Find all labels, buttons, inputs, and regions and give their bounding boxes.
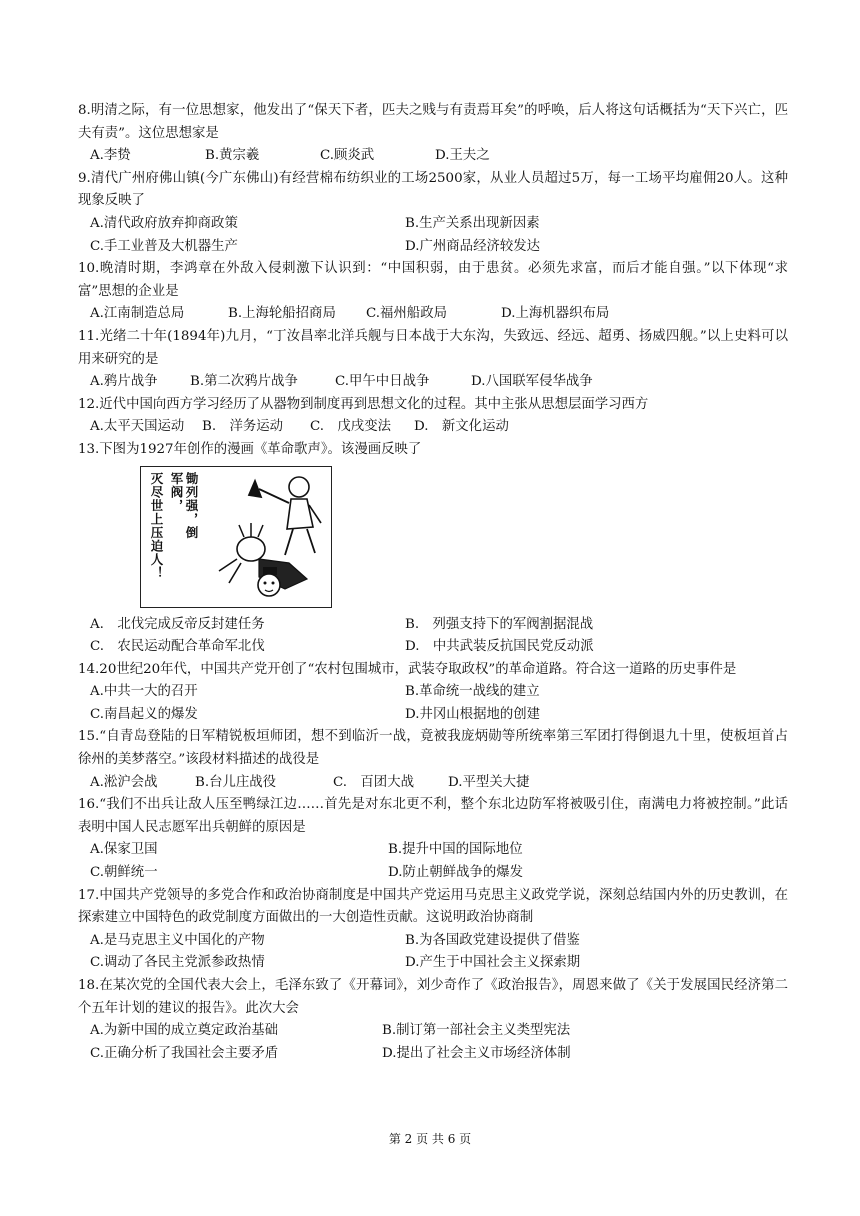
option-d: D.平型关大捷 bbox=[448, 774, 530, 790]
options-row bbox=[78, 145, 788, 168]
question-16 bbox=[78, 794, 788, 884]
question-17 bbox=[78, 885, 788, 975]
option-c: C.调动了各民主党派参政热情 bbox=[90, 955, 265, 971]
options-row bbox=[78, 213, 788, 236]
question-12 bbox=[78, 394, 788, 439]
option-a: A.李贽 bbox=[90, 148, 131, 164]
option-c: C.手工业普及大机器生产 bbox=[90, 238, 238, 254]
options-row bbox=[78, 416, 788, 439]
option-c: C. 农民运动配合革命军北伐 bbox=[90, 639, 265, 655]
options-row bbox=[78, 681, 788, 704]
option-b: B.台儿庄战役 bbox=[195, 774, 277, 790]
option-b: B. 洋务运动 bbox=[202, 419, 284, 435]
option-d: D.王夫之 bbox=[435, 148, 490, 164]
option-d: D.上海机器织布局 bbox=[501, 306, 610, 322]
option-d: D.产生于中国社会主义探索期 bbox=[405, 955, 581, 971]
revolution-song-cartoon bbox=[140, 466, 332, 608]
option-d: D.广州商品经济较发达 bbox=[405, 238, 541, 254]
options-row bbox=[78, 371, 788, 394]
option-b: B.为各国政党建设提供了借鉴 bbox=[405, 932, 580, 948]
question-stem: 18.在某次党的全国代表大会上，毛泽东致了《开幕词》，刘少奇作了《政治报告》，周恩来做了《关于发展国民经济第二个五年计划的建议的报告》。此次大会 bbox=[78, 978, 788, 1016]
option-d: D.八国联军侵华战争 bbox=[471, 374, 593, 390]
question-stem: 10.晚清时期，李鸿章在外敌入侵刺激下认识到：“中国积弱，由于患贫。必须先求富，而后才能自强。”以下体现“求富”思想的企业是 bbox=[78, 261, 788, 299]
option-b: B.生产关系出现新因素 bbox=[405, 215, 540, 231]
options-row bbox=[78, 952, 788, 975]
question-stem: 13.下图为1927年创作的漫画《革命歌声》。该漫画反映了 bbox=[78, 441, 422, 457]
option-c: C.南昌起义的爆发 bbox=[90, 706, 198, 722]
options-row bbox=[78, 1020, 788, 1043]
option-d: D.提出了社会主义市场经济体制 bbox=[382, 1045, 571, 1061]
option-a: A.太平天国运动 bbox=[90, 419, 185, 435]
option-d: D.井冈山根据地的创建 bbox=[405, 706, 541, 722]
option-c: C.正确分析了我国社会主要矛盾 bbox=[90, 1045, 279, 1061]
option-c: C. 戊戌变法 bbox=[310, 419, 391, 435]
option-a: A. 北伐完成反帝反封建任务 bbox=[90, 616, 265, 632]
option-a: A.是马克思主义中国化的产物 bbox=[90, 932, 265, 948]
option-d: D.防止朝鲜战争的爆发 bbox=[388, 865, 524, 881]
question-stem: 9.清代广州府佛山镇(今广东佛山)有经营棉布纺织业的工场2500家，从业人员超过5万，每一工场平均雇佣20人。这种现象反映了 bbox=[78, 170, 788, 209]
option-b: B.黄宗羲 bbox=[205, 148, 260, 164]
question-stem: 8.明清之际，有一位思想家，他发出了“保天下者，匹夫之贱与有责焉耳矣”的呼唤，后人将这句话概括为“天下兴亡，匹夫有责”。这位思想家是 bbox=[78, 103, 788, 141]
cartoon-caption-right: 锄列强，倒军阀， bbox=[169, 471, 199, 539]
option-b: B. 列强支持下的军阀割据混战 bbox=[405, 616, 594, 632]
option-a: A.清代政府放弃抑商政策 bbox=[90, 215, 238, 231]
options-row bbox=[78, 839, 788, 862]
question-stem: 12.近代中国向西方学习经历了从器物到制度再到思想文化的过程。其中主张从思想层面学习西方 bbox=[78, 396, 649, 412]
options-row bbox=[78, 303, 788, 326]
option-a: A.中共一大的召开 bbox=[90, 684, 198, 700]
option-c: C.顾炎武 bbox=[320, 148, 375, 164]
question-9 bbox=[78, 168, 788, 258]
question-15 bbox=[78, 726, 788, 794]
option-a: A.淞沪会战 bbox=[90, 774, 158, 790]
options-row bbox=[78, 862, 788, 885]
option-d: D. 新文化运动 bbox=[414, 419, 509, 435]
options-row bbox=[78, 704, 788, 727]
option-c: C.朝鲜统一 bbox=[90, 865, 158, 881]
options-row bbox=[78, 236, 788, 259]
options-row bbox=[78, 636, 788, 659]
cartoon-caption-left: 灭尽世上压迫人！ bbox=[149, 471, 164, 580]
question-11 bbox=[78, 326, 788, 394]
question-stem: 14.20世纪20年代，中国共产党开创了“农村包围城市，武装夺取政权”的革命道路。符合这一道路的历史事件是 bbox=[78, 661, 737, 677]
option-b: B.革命统一战线的建立 bbox=[405, 684, 540, 700]
option-b: B.上海轮船招商局 bbox=[228, 306, 336, 322]
cartoon-figures bbox=[189, 467, 329, 607]
option-b: B.第二次鸦片战争 bbox=[190, 374, 298, 390]
question-13 bbox=[78, 439, 788, 659]
question-18 bbox=[78, 975, 788, 1065]
question-10 bbox=[78, 258, 788, 326]
question-stem: 16.“我们不出兵让敌人压至鸭绿江边……首先是对东北更不利，整个东北边防军将被吸引住，南满电力将被控制。”此话表明中国人民志愿军出兵朝鲜的原因是 bbox=[78, 797, 788, 835]
page-footer: 第 2 页 共 6 页 bbox=[388, 1132, 472, 1146]
question-14 bbox=[78, 659, 788, 727]
question-stem: 15.“自青岛登陆的日军精锐板垣师团，想不到临沂一战，竟被我庞炳勋等所统率第三军团打得倒退九十里，使板垣首占徐州的美梦落空。”该段材料描述的战役是 bbox=[78, 729, 788, 768]
options-row bbox=[78, 614, 788, 637]
options-row bbox=[78, 772, 788, 795]
option-a: A.江南制造总局 bbox=[90, 306, 185, 322]
question-8 bbox=[78, 100, 788, 168]
option-a: A.保家卫国 bbox=[90, 842, 158, 858]
exam-page bbox=[78, 100, 788, 1065]
question-stem: 11.光绪二十年(1894年)九月，“丁汝昌率北洋兵舰与日本战于大东沟，失致远、经远、超勇、扬威四舰。”以上史料可以用来研究的是 bbox=[78, 328, 788, 367]
option-b: B.制订第一部社会主义类型宪法 bbox=[382, 1023, 571, 1039]
question-stem: 17.中国共产党领导的多党合作和政治协商制度是中国共产党运用马克思主义政党学说，深刻总结国内外的历史教训，在探索建立中国特色的政党制度方面做出的一大创造性贡献。这说明政治协商制 bbox=[78, 887, 788, 926]
option-a: A.为新中国的成立奠定政治基础 bbox=[90, 1023, 279, 1039]
option-a: A.鸦片战争 bbox=[90, 374, 158, 390]
option-c: C.甲午中日战争 bbox=[335, 374, 430, 390]
option-c: C. 百团大战 bbox=[333, 774, 414, 790]
options-row bbox=[78, 1043, 788, 1066]
option-b: B.提升中国的国际地位 bbox=[388, 842, 523, 858]
option-d: D. 中共武装反抗国民党反动派 bbox=[405, 639, 594, 655]
option-c: C.福州船政局 bbox=[366, 306, 447, 322]
options-row bbox=[78, 930, 788, 953]
